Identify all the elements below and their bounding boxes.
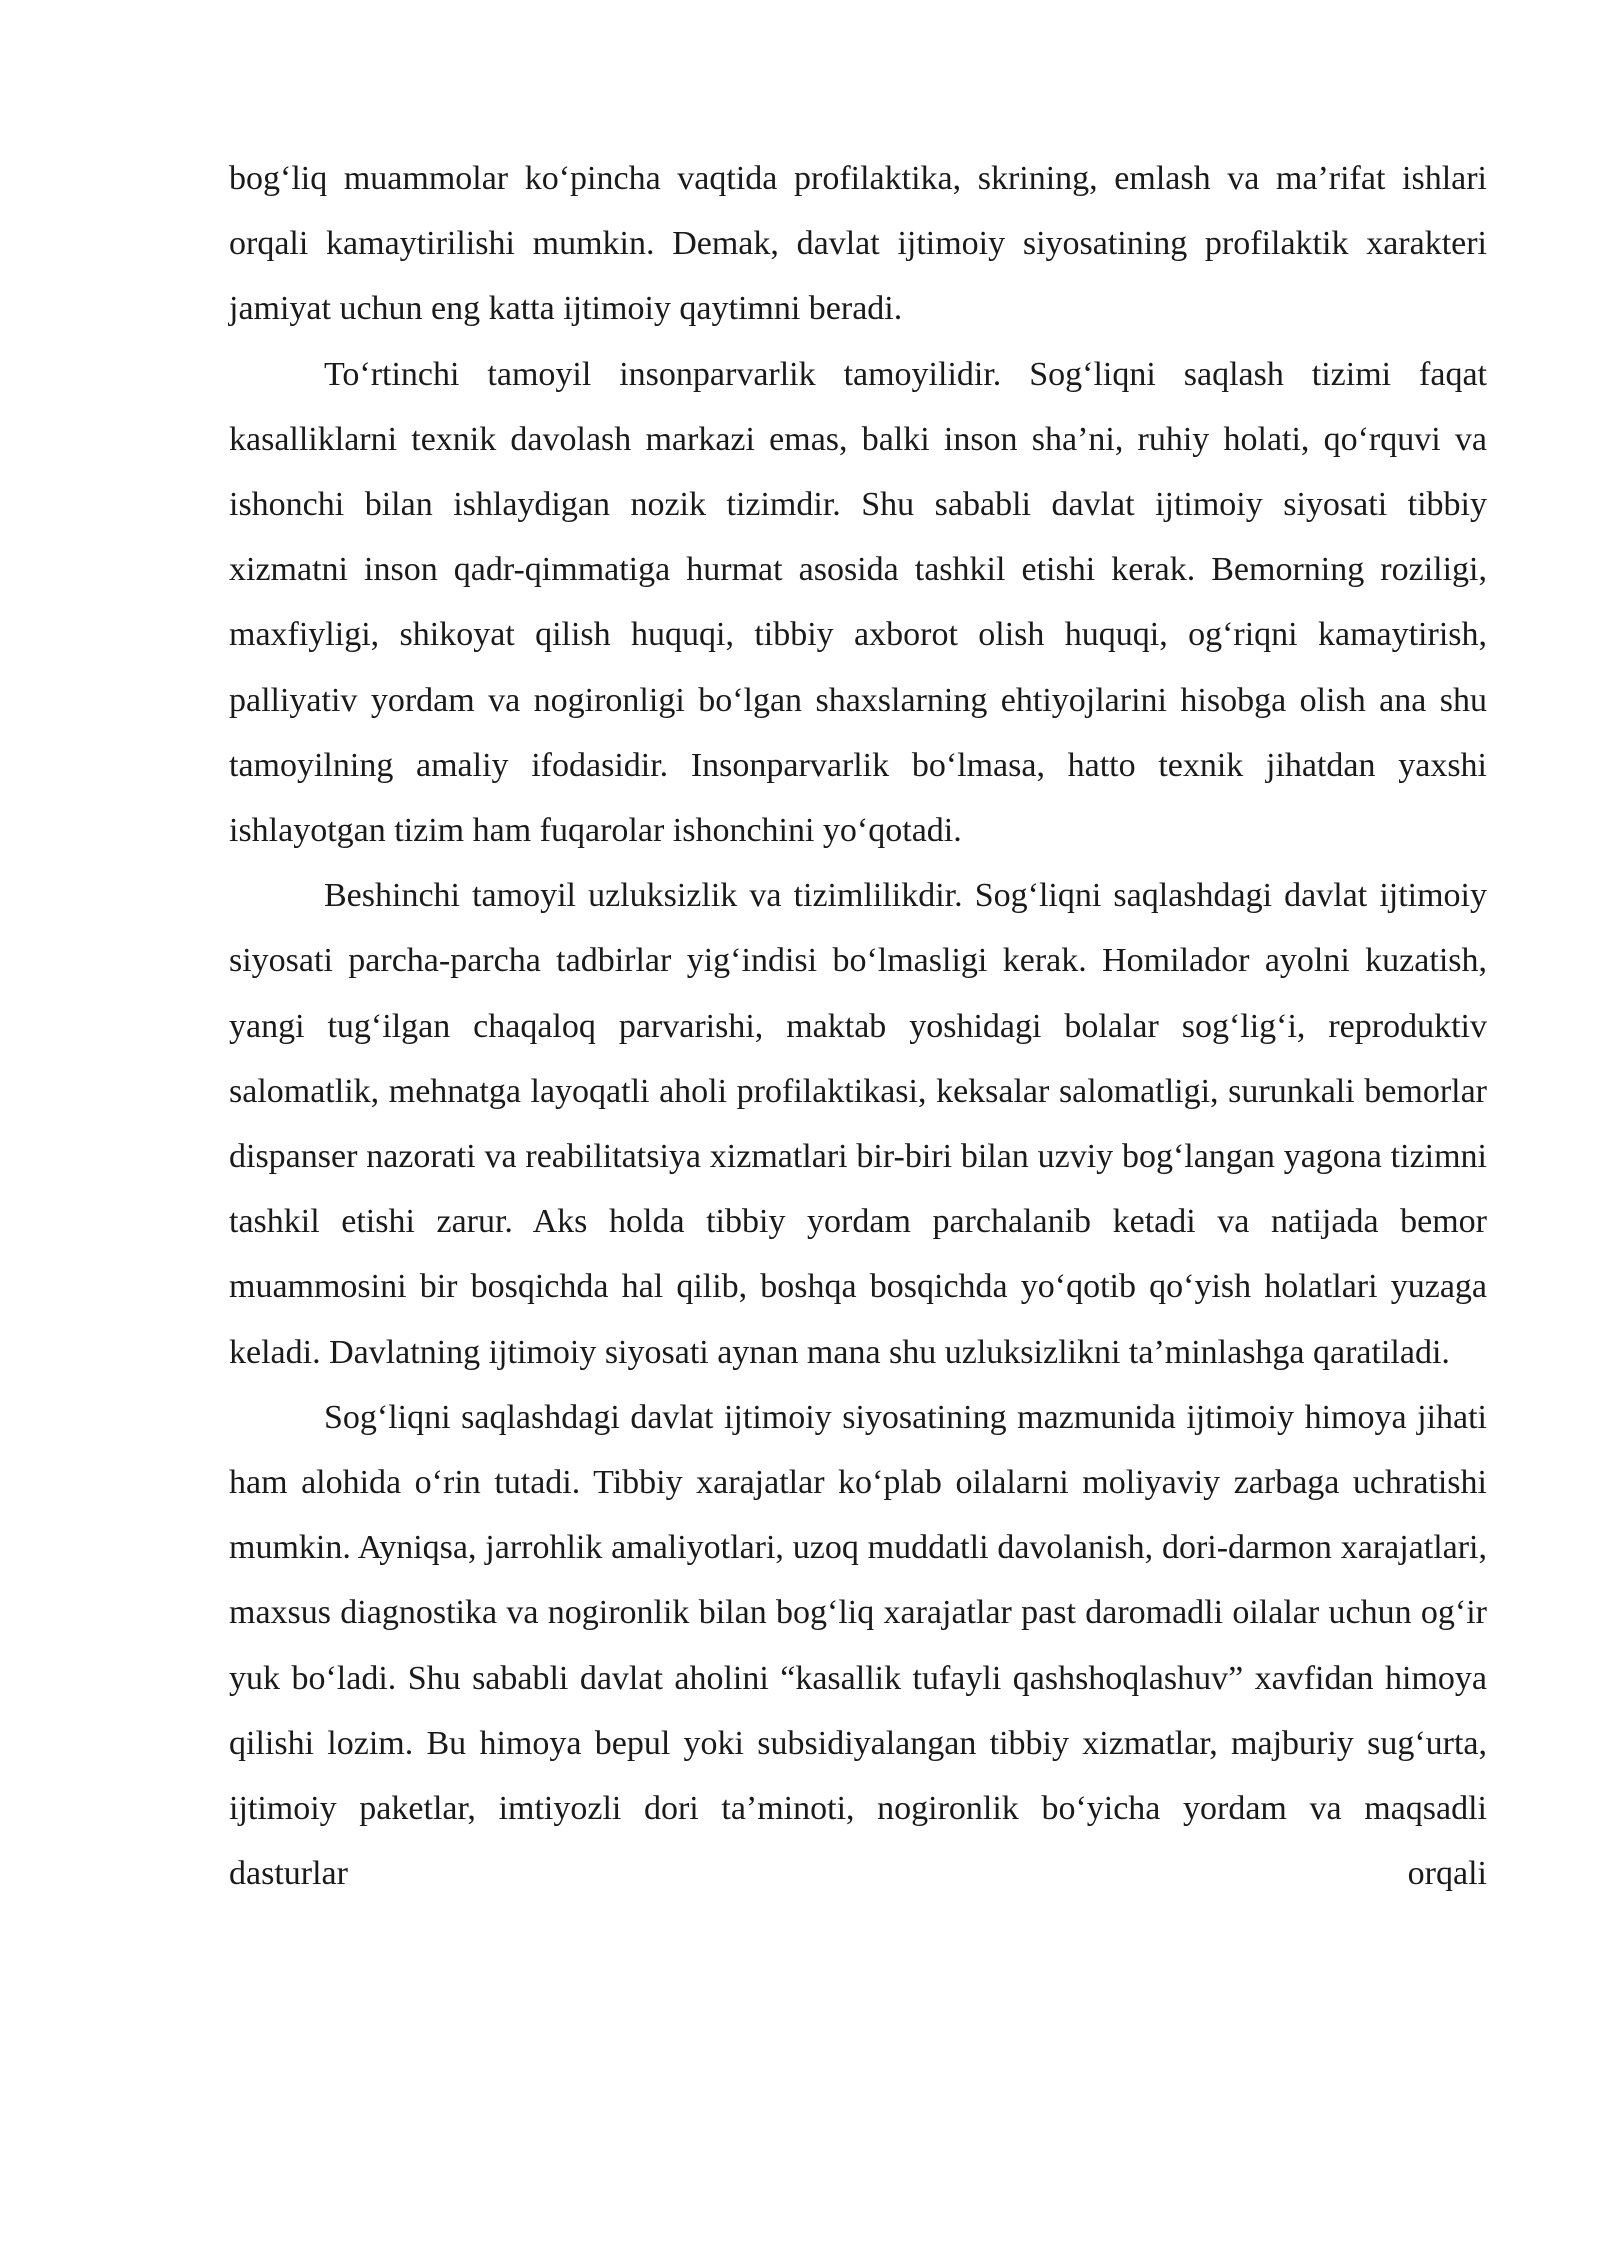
paragraph-social-protection: Sog‘liqni saqlashdagi davlat ijtimoiy siyosatining mazmunida ijtimoiy himoya jihati ham alohida o‘rin tutadi. Tibbiy xarajatlar ko‘plab oilalarni moliyaviy zarbaga uchratishi mumkin. Ayniqsa, jarrohlik amaliyotlari, uzoq muddatli davolanish, dori-darmon xarajatlari, maxsus diagnostika va nogironlik bilan bog‘liq xarajatlar past daromadli oilalar uchun og‘ir yuk bo‘ladi. Shu sababli davlat aholini “kasallik tufayli qashshoqlashuv” xavfidan himoya qilishi lozim. Bu himoya bepul yoki subsidiyalangan tibbiy xizmatlar, majburiy sug‘urta, ijtimoiy paketlar, imtiyozli dori ta’minoti, nogironlik bo‘yicha yordam va maqsadli dasturlar orqali: [229, 1398, 1487, 1893]
paragraph-fourth-principle: To‘rtinchi tamoyil insonparvarlik tamoyilidir. Sog‘liqni saqlash tizimi faqat kasalliklarni texnik davolash markazi emas, balki inson sha’ni, ruhiy holati, qo‘rquvi va ishonchi bilan ishlaydigan nozik tizimdir. Shu sababli davlat ijtimoiy siyosati tibbiy xizmatni inson qadr-qimmatiga hurmat asosida tashkil etishi kerak. Bemorning roziligi, maxfiyligi, shikoyat qilish huquqi, tibbiy axborot olish huquqi, og‘riqni kamaytirish, palliyativ yordam va nogironligi bo‘lgan shaxslarning ehtiyojlarini hisobga olish ana shu tamoyilning amaliy ifodasidir. Insonparvarlik bo‘lmasa, hatto texnik jihatdan yaxshi ishlayotgan tizim ham fuqarolar ishonchini yo‘qotadi.: [229, 355, 1487, 850]
paragraph-fifth-principle: Beshinchi tamoyil uzluksizlik va tizimlilikdir. Sog‘liqni saqlashdagi davlat ijtimoiy siyosati parcha-parcha tadbirlar yig‘indisi bo‘lmasligi kerak. Homilador ayolni kuzatish, yangi tug‘ilgan chaqaloq parvarishi, maktab yoshidagi bolalar sog‘lig‘i, reproduktiv salomatlik, mehnatga layoqatli aholi profilaktikasi, keksalar salomatligi, surunkali bemorlar dispanser nazorati va reabilitatsiya xizmatlari bir-biri bilan uzviy bog‘langan yagona tizimni tashkil etishi zarur. Aks holda tibbiy yordam parchalanib ketadi va natijada bemor muammosini bir bosqichda hal qilib, boshqa bosqichda yo‘qotib qo‘yish holatlari yuzaga keladi. Davlatning ijtimoiy siyosati aynan mana shu uzluksizlikni ta’minlashga qaratiladi.: [229, 877, 1487, 1371]
paragraph-continuation: bog‘liq muammolar ko‘pincha vaqtida profilaktika, skrining, emlash va ma’rifat ishlari orqali kamaytirilishi mumkin. Demak, davlat ijtimoiy siyosatining profilaktik xarakteri jamiyat uchun eng katta ijtimoiy qaytimni beradi.: [229, 160, 1487, 328]
document-body: [229, 146, 1487, 1906]
